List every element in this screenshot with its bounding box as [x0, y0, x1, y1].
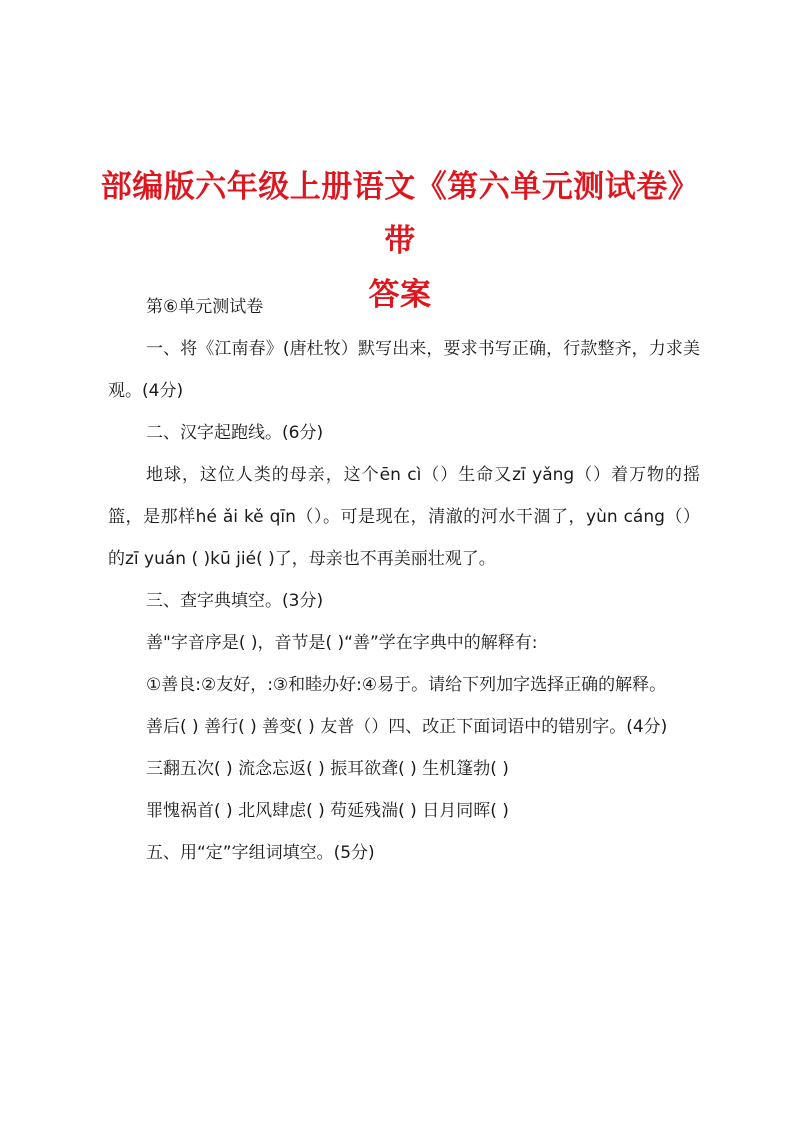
title-line-2: 答案 [368, 277, 432, 313]
document-body [108, 286, 700, 874]
question-3-line-2: ①善良:②友好，:③和睦办好:④易于。请给下列加字选择正确的解释。 [146, 675, 667, 695]
question-4-line-1: 三翻五次( ) 流念忘返( ) 振耳欲聋( ) 生机篷勃( ) [146, 759, 509, 779]
section-heading: 第⑥单元测试卷 [146, 297, 264, 317]
question-3-line-1: 善"字音序是( )，音节是( )“善”学在字典中的解释有: [146, 633, 538, 653]
question-1: 一、将《江南春》(唐杜牧）默写出来，要求书写正确，行款整齐，力求美观。(4分) [108, 339, 700, 401]
question-3-line-3: 善后( ) 善行( ) 善变( ) 友普（）四、改正下面词语中的错别字。(4分) [146, 717, 668, 737]
question-5-heading: 五、用“定”字组词填空。(5分) [146, 843, 375, 863]
title-line-1: 部编版六年级上册语文《第六单元测试卷》带 [100, 169, 700, 259]
question-2-text: 地球，这位人类的母亲，这个ēn cì（）生命又zī yǎng（）着万物的摇篮，是那样hé ǎi kě qīn（）。可是现在，清澈的河水干涸了，yùn cáng（）的zī yuán ( )kū jié( )了，母亲也不再美丽壮观了。 [108, 465, 700, 569]
question-3-heading: 三、查字典填空。(3分) [146, 591, 324, 611]
question-2-heading: 二、汉字起跑线。(6分) [146, 423, 324, 443]
question-4-line-2: 罪愧祸首( ) 北风肆虑( ) 苟延残湍( ) 日月同晖( ) [146, 801, 509, 821]
